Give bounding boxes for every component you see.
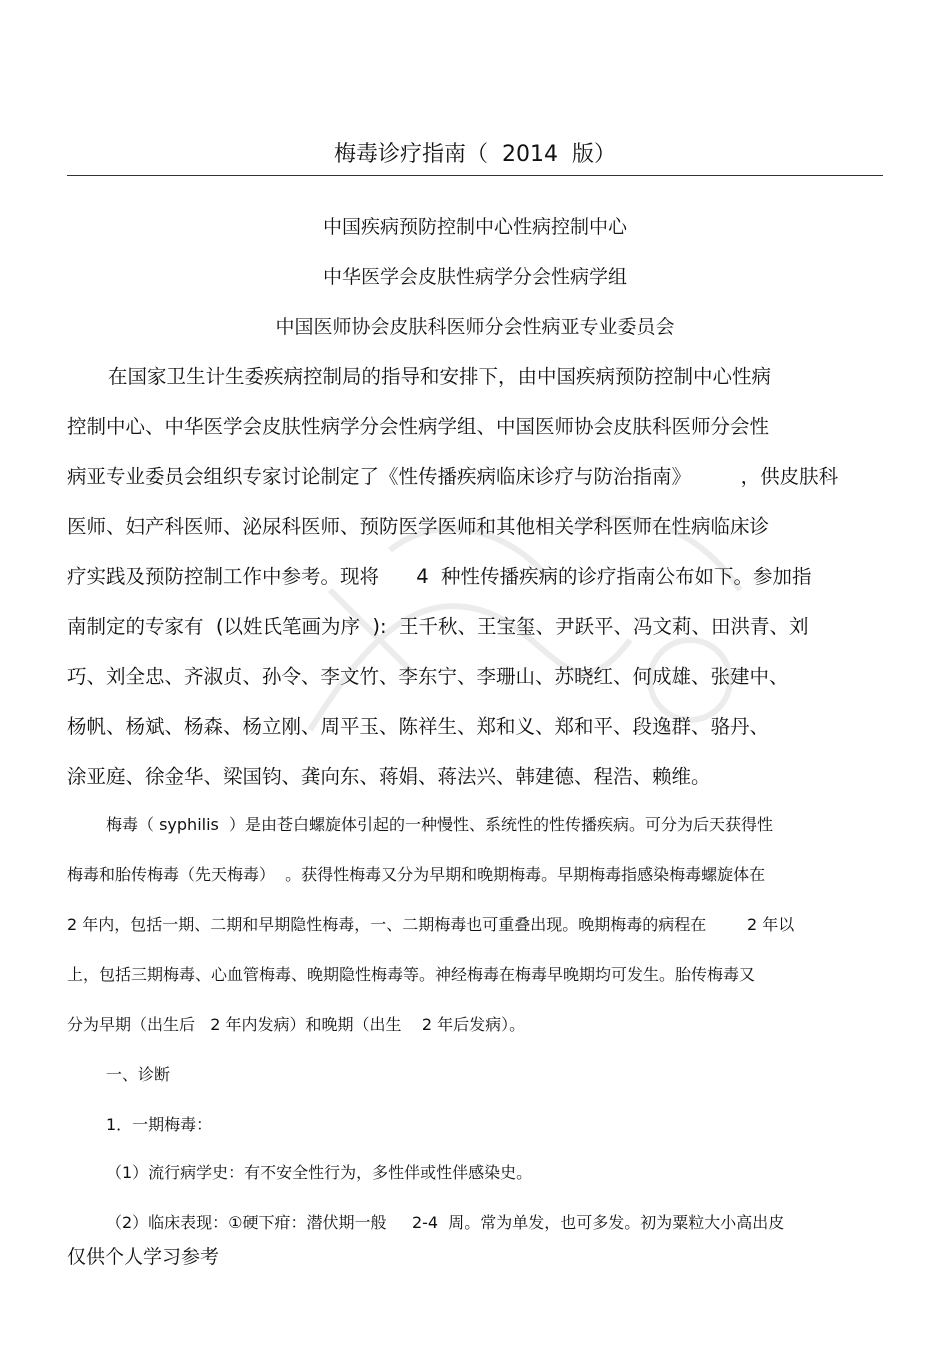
intro-line-3: 病亚专业委员会组织专家讨论制定了《性传播疾病临床诊疗与防治指南》 ，供皮肤科 [67,465,839,488]
sub-heading-primary-syphilis: 1．一期梅毒： [106,1115,213,1134]
syphilis-line-4: 上，包括三期梅毒、心血管梅毒、晚期隐性梅毒等。神经梅毒在梅毒早晚期均可发生。胎传梅毒又 [67,965,756,984]
syphilis-line-3: 2 年内，包括一期、二期和早期隐性梅毒，一、二期梅毒也可重叠出现。晚期梅毒的病程在 2 年以 [67,915,795,934]
intro-line-1: 在国家卫生计生委疾病控制局的指导和安排下，由中国疾病预防控制中心性病 [108,365,772,388]
section-heading-diagnosis: 一、诊断 [106,1065,171,1084]
item-epidemiology: （1）流行病学史：有不安全性行为，多性伴或性伴感染史。 [106,1163,533,1182]
intro-line-4: 医师、妇产科医师、泌尿科医师、预防医学医师和其他相关学科医师在性病临床诊 [67,515,770,538]
intro-line-8: 杨帆、杨斌、杨森、杨立刚、周平玉、陈祥生、郑和义、郑和平、段逸群、骆丹、 [67,715,770,738]
intro-line-2: 控制中心、中华医学会皮肤性病学分会性病学组、中国医师协会皮肤科医师分会性 [67,415,770,438]
syphilis-line-1: 梅毒（ syphilis ）是由苍白螺旋体引起的一种慢性、系统性的性传播疾病。可分为后天获得性 [106,815,774,834]
intro-line-7: 巧、刘全忠、齐淑贞、孙令、李文竹、李东宁、李珊山、苏晓红、何成雄、张建中、 [67,665,789,688]
intro-line-9: 涂亚庭、徐金华、梁国钧、龚向东、蒋娟、蒋法兴、韩建德、程浩、赖维。 [67,765,711,788]
syphilis-line-2: 梅毒和胎传梅毒（先天梅毒） 。获得性梅毒又分为早期和晚期梅毒。早期梅毒指感染梅毒螺旋体在 [67,865,766,884]
title-divider [67,175,883,176]
document-title: 梅毒诊疗指南（ 2014 版） [334,142,616,167]
org-line-1: 中国疾病预防控制中心性病控制中心 [322,216,627,238]
org-line-2: 中华医学会皮肤性病学分会性病学组 [322,266,627,288]
intro-line-5: 疗实践及预防控制工作中参考。现将 4 种性传播疾病的诊疗指南公布如下。参加指 [67,565,812,588]
syphilis-line-5: 分为早期（出生后 2 年内发病）和晚期（出生 2 年后发病）。 [67,1015,526,1034]
intro-line-6: 南制定的专家有 (以姓氏笔画为序 ): 王千秋、王宝玺、尹跃平、冯文莉、田洪青、刘 [67,615,809,638]
footer-note: 仅供个人学习参考 [67,1246,220,1268]
item-clinical: （2）临床表现：①硬下疳：潜伏期一般 2-4 周。常为单发，也可多发。初为粟粒大小高出皮 [106,1213,785,1232]
org-line-3: 中国医师协会皮肤科医师分会性病亚专业委员会 [275,316,675,338]
